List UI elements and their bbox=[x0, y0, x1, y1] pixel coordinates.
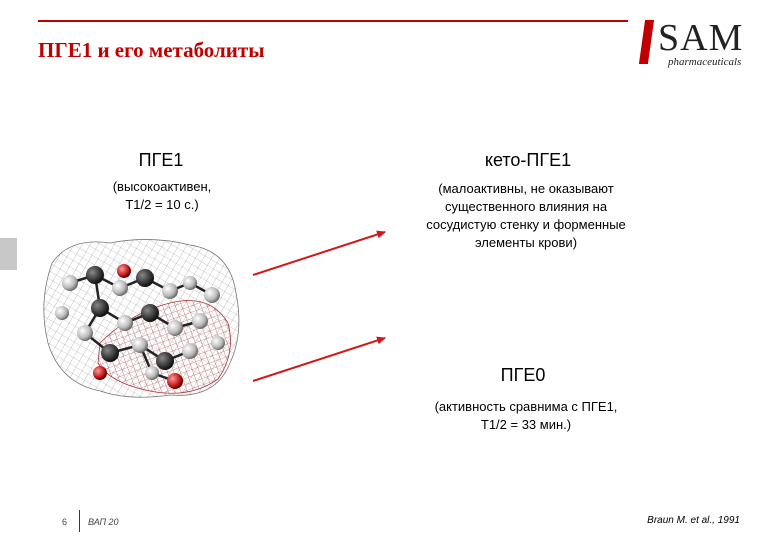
page-number: 6 bbox=[62, 517, 68, 527]
pge0-desc-line2: Т1/2 = 33 мин.) bbox=[480, 417, 572, 432]
keto-pge1-desc-line2: существенного влияния на bbox=[444, 199, 608, 214]
keto-pge1-desc-line1: (малоактивны, не оказывают bbox=[438, 181, 614, 196]
logo-subtitle: pharmaceuticals bbox=[668, 56, 742, 68]
logo-wordmark: SAM bbox=[658, 17, 744, 59]
keto-pge1-desc-line3: сосудистую стенку и форменные bbox=[426, 217, 626, 232]
pge1-heading: ПГЕ1 bbox=[138, 150, 184, 170]
citation-reference: Braun M. et al., 1991 bbox=[647, 515, 740, 526]
pge0-heading: ПГЕ0 bbox=[500, 365, 546, 385]
pge0-desc-line1: (активность сравнима с ПГЕ1, bbox=[434, 399, 618, 414]
arrow-to-pge0 bbox=[253, 338, 385, 381]
keto-pge1-heading: кето-ПГЕ1 bbox=[484, 150, 572, 170]
arrow-to-keto-pge1 bbox=[253, 232, 385, 275]
pge1-desc-line2: Т1/2 = 10 с.) bbox=[125, 197, 199, 212]
pge1-desc-line1: (высокоактивен, bbox=[112, 179, 212, 194]
footer-code: ВАП 20 bbox=[88, 517, 119, 527]
keto-pge1-desc-line4: элементы крови) bbox=[474, 235, 578, 250]
footer-divider bbox=[79, 510, 80, 532]
slide-title: ПГЕ1 и его метаболиты bbox=[38, 38, 265, 62]
